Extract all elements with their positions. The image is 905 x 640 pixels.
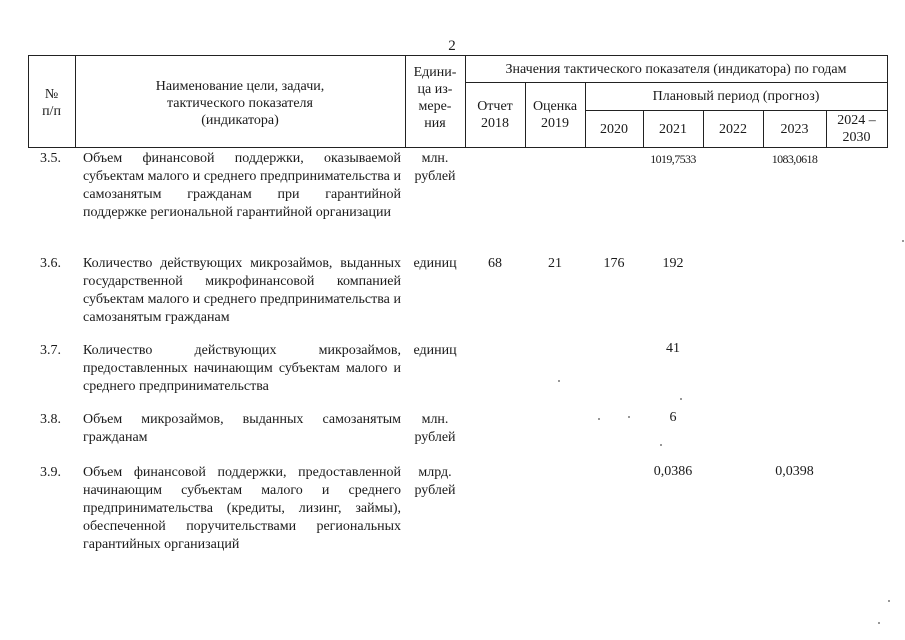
row-3-9-2023: 0,0398 bbox=[775, 464, 814, 479]
scan-speck bbox=[680, 398, 682, 400]
row-3-5-name: Объем финансовой поддержки, оказываемой субъектам малого и среднего предпринимательства и самозанятым гражданам при гарантийной поддержке региональной гарантийной организации bbox=[83, 151, 401, 220]
header-unit: Едини- ца из- мере- ния bbox=[413, 65, 457, 131]
row-3-6-2021: 192 bbox=[662, 256, 684, 271]
header-year-2021: 2021 bbox=[659, 122, 687, 137]
row-3-8-unit: млн. рублей bbox=[414, 412, 456, 445]
row-3-8-num: 3.8. bbox=[40, 412, 61, 427]
row-3-7-name: Количество действующих микрозаймов, предоставленных начинающим субъектам малого и среднего предпринимательства bbox=[83, 343, 401, 394]
header-report-2018: Отчет 2018 bbox=[477, 99, 513, 131]
header-year-2022: 2022 bbox=[719, 122, 747, 137]
scan-speck bbox=[628, 416, 630, 418]
row-3-6-2020: 176 bbox=[603, 256, 625, 271]
row-3-9-unit: млрд. рублей bbox=[414, 465, 456, 498]
header-plan-title: Плановый период (прогноз) bbox=[652, 89, 820, 104]
header-year-2024-2030: 2024 – 2030 bbox=[837, 113, 876, 145]
row-3-8-2021: 6 bbox=[669, 410, 677, 425]
row-3-7-num: 3.7. bbox=[40, 343, 61, 358]
header-year-2023: 2023 bbox=[780, 122, 809, 137]
row-3-6-2019: 21 bbox=[548, 256, 562, 271]
row-3-5-2021: 1019,7533 bbox=[650, 152, 696, 166]
scan-speck bbox=[878, 622, 880, 624]
scan-speck bbox=[888, 600, 890, 602]
row-3-5-unit: млн. рублей bbox=[414, 151, 456, 184]
row-3-6-name: Количество действующих микрозаймов, выданных государственной микрофинансовой компанией субъектам малого и среднего предпринимательства и самозанятым гражданам bbox=[83, 256, 401, 325]
scan-speck bbox=[598, 418, 600, 420]
page-number: 2 bbox=[448, 38, 456, 54]
header-values-title: Значения тактического показателя (индикатора) по годам bbox=[505, 62, 847, 77]
scan-speck bbox=[660, 444, 662, 446]
row-3-9-num: 3.9. bbox=[40, 465, 61, 480]
row-3-7-unit: единиц bbox=[413, 343, 457, 358]
header-num: № п/п bbox=[42, 87, 61, 119]
row-3-8-name: Объем микрозаймов, выданных самозанятым гражданам bbox=[83, 412, 401, 445]
scan-speck bbox=[558, 380, 560, 382]
row-3-6-unit: единиц bbox=[413, 256, 457, 271]
header-estimate-2019: Оценка 2019 bbox=[532, 99, 578, 131]
row-3-9-name: Объем финансовой поддержки, предоставленной начинающим субъектам малого и среднего предпринимательства (кредиты, лизинг, займы), обеспеченной поручительствами региональных гарантийных организаций bbox=[83, 465, 401, 552]
header-year-2020: 2020 bbox=[600, 122, 628, 137]
row-3-9-2021: 0,0386 bbox=[653, 464, 693, 479]
row-3-5-num: 3.5. bbox=[40, 151, 61, 166]
row-3-7-2021: 41 bbox=[666, 341, 680, 356]
header-name: Наименование цели, задачи, тактического показателя (индикатора) bbox=[155, 79, 325, 128]
row-3-6-num: 3.6. bbox=[40, 256, 61, 271]
row-3-5-2023: 1083,0618 bbox=[771, 152, 818, 166]
scan-speck bbox=[902, 240, 904, 242]
row-3-6-2018: 68 bbox=[488, 256, 502, 271]
